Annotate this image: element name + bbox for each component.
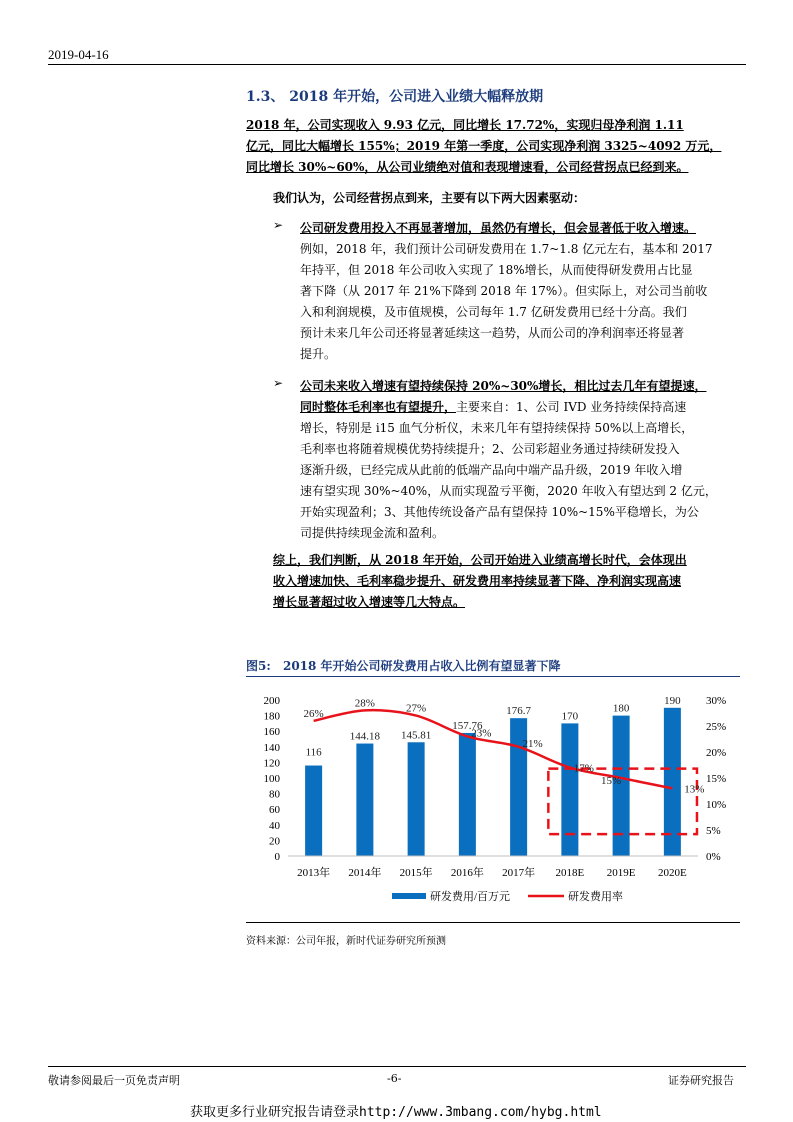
y-right-tick-label: 5%	[706, 825, 721, 837]
y-left-tick-label: 20	[269, 835, 280, 848]
y-right-tick-label: 30%	[706, 695, 727, 707]
y-left-tick-label: 80	[269, 788, 280, 801]
x-tick-label: 2016年	[450, 867, 484, 879]
intro-paragraph	[246, 115, 740, 178]
bullet-line: 公司研发费用投入不再显著增加，虽然仍有增长，但会显著低于收入增速。	[300, 221, 697, 235]
figure-source: 资料来源：公司年报，新时代证券研究所预测	[246, 936, 446, 947]
y-right-tick-label: 20%	[706, 747, 727, 759]
line-value-label: 15%	[601, 775, 622, 787]
bullet-line: 预计未来几年公司还将显著延续这一趋势，从而公司的净利润率还将显著	[300, 326, 685, 340]
bullet-line: 例如，2018 年，我们预计公司研发费用在 1.7~1.8 亿元左右，基本和 2017	[300, 242, 713, 256]
line-value-label: 13%	[684, 783, 705, 796]
bar-rd-expense	[459, 733, 476, 856]
line-value-label: 21%	[522, 737, 543, 750]
bullet-arrow-icon: ➢	[273, 376, 284, 390]
figure-label: 图5:	[246, 659, 271, 673]
bar-rd-expense	[561, 723, 578, 856]
bullet-line: 逐渐升级，已经完成从此前的低端产品向中端产品升级，2019 年收入增	[300, 463, 683, 477]
y-left-tick-label: 40	[269, 819, 280, 832]
conclusion-line: 收入增速加快、毛利率稳步提升、研发费用率持续显著下降、净利润实现高速	[273, 574, 682, 588]
x-tick-label: 2013年	[297, 867, 331, 879]
bullet-line: 年持平，但 2018 年公司收入实现了 18%增长，从而使得研发费用占比显	[300, 263, 693, 277]
source-rule	[246, 922, 740, 923]
conclusion-paragraph	[273, 550, 743, 613]
intro-line: 2018 年，公司实现收入 9.93 亿元，同比增长 17.72%，实现归母净利润 1.11	[246, 118, 684, 132]
bar-value-label: 157.76	[452, 719, 483, 732]
line-value-label: 28%	[354, 697, 375, 710]
y-left-tick-label: 60	[269, 804, 280, 817]
x-tick-label: 2019E	[606, 867, 636, 879]
line-value-label: 26%	[303, 707, 324, 720]
intro-line: 同比增长 30%~60%，从公司业绩绝对值和表现增速看，公司经营拐点已经到来。	[246, 160, 689, 174]
bar-value-label: 190	[664, 694, 681, 707]
line-value-label: 17%	[573, 762, 594, 775]
y-right-tick-label: 15%	[706, 773, 727, 785]
bullet-line: 增长，特别是 i15 血气分析仪，未来几年有望持续保持 50%以上高增长，	[300, 421, 694, 435]
footer-rule	[48, 1066, 746, 1067]
bar-rd-expense	[408, 742, 425, 856]
legend-line-label: 研发费用率	[568, 891, 623, 903]
y-left-tick-label: 0	[274, 851, 280, 863]
line-value-label: 23%	[471, 727, 492, 740]
bullet-line: 毛利率也将随着规模优势持续提升；2、公司彩超业务通过持续研发投入	[300, 442, 680, 456]
bullet-line: 入和利润规模，及市值规模，公司每年 1.7 亿研发费用已经十分高。我们	[300, 305, 687, 319]
bullet-line: 同时整体毛利率也有望提升，主要来自：1、公司 IVD 业务持续保持高速	[300, 400, 687, 414]
figure-caption: 2018 年开始公司研发费用占收入比例有望显著下降	[282, 659, 561, 673]
conclusion-line: 增长显著超过收入增速等几大特点。	[273, 595, 466, 609]
conclusion-line: 综上，我们判断，从 2018 年开始，公司开始进入业绩高增长时代，会体现出	[273, 553, 687, 567]
footer-report-type: 证券研究报告	[668, 1074, 734, 1087]
drivers-intro: 我们认为，公司经营拐点到来，主要有以下两大因素驱动：	[273, 191, 586, 205]
watermark-link[interactable]: 获取更多行业研究报告请登录http://www.3mbang.com/hybg.html	[190, 1105, 602, 1120]
y-right-tick-label: 25%	[706, 721, 727, 733]
bullet-line: 公司未来收入增速有望持续保持 20%~30%增长，相比过去几年有望提速，	[300, 379, 707, 393]
bar-value-label: 145.81	[401, 729, 432, 742]
rd-expense-chart	[246, 682, 740, 918]
y-right-tick-label: 0%	[706, 851, 721, 863]
bullet-line: 提升。	[300, 347, 337, 361]
x-tick-label: 2017年	[502, 867, 536, 879]
bar-value-label: 116	[305, 746, 322, 759]
y-left-tick-label: 200	[263, 695, 280, 707]
bar-rd-expense	[305, 766, 322, 856]
figure-title	[246, 657, 561, 674]
bar-value-label: 180	[612, 702, 630, 715]
bar-value-label: 170	[561, 710, 579, 723]
x-tick-label: 2014年	[348, 867, 382, 879]
y-left-tick-label: 160	[263, 726, 280, 739]
report-date: 2019-04-16	[48, 47, 109, 62]
y-right-tick-label: 10%	[706, 799, 727, 811]
section-title: 1.3、 2018 年开始，公司进入业绩大幅释放期	[246, 89, 544, 105]
y-left-tick-label: 140	[263, 741, 280, 754]
y-left-tick-label: 100	[263, 773, 280, 785]
x-tick-label: 2020E	[658, 867, 687, 879]
footer-disclaimer: 敬请参阅最后一页免责声明	[48, 1074, 180, 1087]
y-left-tick-label: 120	[263, 757, 280, 770]
figure-rule	[246, 676, 740, 677]
page-number: -6-	[387, 1072, 402, 1085]
intro-line: 亿元，同比大幅增长 155%；2019 年第一季度，公司实现净利润 3325~4092 万元，	[246, 139, 722, 153]
header-rule	[48, 64, 746, 65]
bullet-2	[300, 376, 740, 544]
legend-bar-label: 研发费用/百万元	[430, 891, 511, 903]
bullet-arrow-icon: ➢	[273, 218, 284, 232]
legend-bar-swatch	[392, 893, 426, 899]
bullet-1	[300, 218, 740, 365]
y-left-tick-label: 180	[263, 710, 280, 723]
x-tick-label: 2015年	[399, 867, 433, 879]
bar-value-label: 176.7	[506, 705, 531, 718]
bar-rd-expense	[356, 744, 373, 856]
bullet-line: 著下降（从 2017 年 21%下降到 2018 年 17%）。但实际上，对公司当前收	[300, 284, 708, 298]
bullet-line: 开始实现盈利；3、其他传统设备产品有望保持 10%~15%平稳增长，为公	[300, 505, 699, 519]
bullet-line: 司提供持续现金流和盈利。	[300, 526, 445, 540]
bullet-line: 速有望实现 30%~40%，从而实现盈亏平衡，2020 年收入有望达到 2 亿元，	[300, 484, 717, 498]
bar-value-label: 144.18	[349, 730, 380, 743]
line-value-label: 27%	[406, 702, 427, 715]
x-tick-label: 2018E	[555, 867, 585, 879]
